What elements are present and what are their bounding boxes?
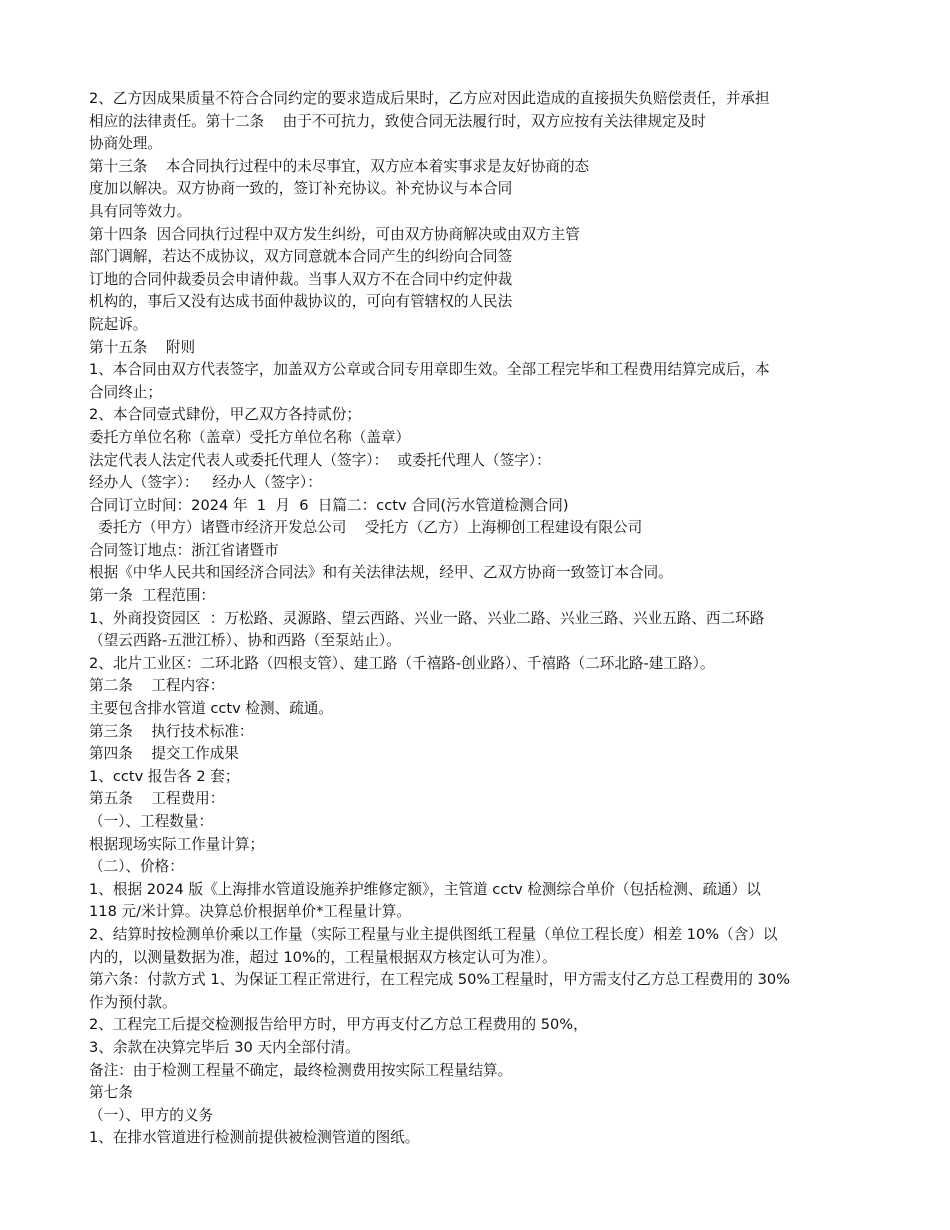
text-line: 作为预付款。	[89, 993, 177, 1011]
text-line: 合同签订地点：浙江省诸暨市	[89, 541, 279, 559]
text-line: 1、本合同由双方代表签字，加盖双方公章或合同专用章即生效。全部工程完毕和工程费用结算完成后，本	[89, 361, 770, 379]
text-line: 第十四条 因合同执行过程中双方发生纠纷，可由双方协商解决或由双方主管	[89, 225, 580, 243]
text-line: 院起诉。	[89, 315, 148, 333]
text-line: 经办人（签字）： 经办人（签字）：	[89, 474, 322, 492]
text-line: 法定代表人法定代表人或委托代理人（签字）： 或委托代理人（签字）：	[89, 451, 551, 469]
text-line: 2、乙方因成果质量不符合合同约定的要求造成后果时，乙方应对因此造成的直接损失负赔偿责任，并承担	[89, 90, 770, 107]
text-line: 2、北片工业区：二环北路（四根支管）、建工路（千禧路-创业路）、千禧路（二环北路-建工路）。	[89, 654, 715, 672]
text-line: 第三条 执行技术标准：	[89, 722, 254, 740]
text-line: 2、本合同壹式肆份，甲乙双方各持贰份；	[89, 406, 361, 424]
text-line: 第五条 工程费用：	[89, 790, 225, 808]
text-line: 合同终止；	[89, 383, 162, 401]
text-line: 内的，以测量数据为准，超过 10%的，工程量根据双方核定认可为准）。	[89, 948, 557, 966]
text-line: 1、cctv 报告各 2 套；	[89, 767, 240, 785]
text-line: 第十三条 本合同执行过程中的未尽事宜，双方应本着实事求是友好协商的态	[89, 157, 590, 175]
text-line: 订地的合同仲裁委员会申请仲裁。当事人双方不在合同中约定仲裁	[89, 270, 513, 288]
document-body	[89, 88, 859, 1150]
text-line: 委托方（甲方）诸暨市经济开发总公司 受托方（乙方）上海柳创工程建设有限公司	[89, 519, 643, 537]
text-line: 度加以解决。双方协商一致的，签订补充协议。补充协议与本合同	[89, 180, 513, 198]
text-line: 118 元/米计算。决算总价根据单价*工程量计算。	[89, 903, 411, 921]
text-line: 具有同等效力。	[89, 202, 192, 220]
text-line: 委托方单位名称（盖章）受托方单位名称（盖章）	[89, 428, 411, 446]
text-line: 根据现场实际工作量计算；	[89, 835, 265, 853]
text-line: 2、工程完工后提交检测报告给甲方时，甲方再支付乙方总工程费用的 50%，	[89, 1016, 588, 1034]
text-line: 第六条：付款方式 1、为保证工程正常进行，在工程完成 50%工程量时，甲方需支付乙方总工程费用的 30%	[89, 971, 791, 989]
text-line: 第七条	[89, 1084, 133, 1102]
text-line: （一）、甲方的义务	[89, 1106, 214, 1124]
text-line: 1、外商投资园区 ：万松路、灵源路、望云西路、兴业一路、兴业二路、兴业三路、兴业五路、西二环路	[89, 609, 765, 627]
text-line: （望云西路-五泄江桥）、协和西路（至泵站止）。	[89, 632, 401, 650]
text-line: 2、结算时按检测单价乘以工作量（实际工程量与业主提供图纸工程量（单位工程长度）相差 10%（含）以	[89, 925, 778, 943]
text-line: 协商处理。	[89, 135, 162, 153]
text-line: 第十五条 附则	[89, 338, 196, 356]
text-line: 根据《中华人民共和国经济合同法》和有关法律法规，经甲、乙双方协商一致签订本合同。	[89, 564, 673, 582]
text-line: 部门调解，若达不成协议，双方同意就本合同产生的纠纷向合同签	[89, 248, 513, 266]
text-line: 3、余款在决算完毕后 30 天内全部付清。	[89, 1038, 360, 1056]
text-line: 合同订立时间：2024 年 1 月 6 日篇二：cctv 合同(污水管道检测合同)	[89, 496, 569, 514]
text-line: 主要包含排水管道 cctv 检测、疏通。	[89, 700, 333, 718]
text-line: 相应的法律责任。第十二条 由于不可抗力，致使合同无法履行时，双方应按有关法律规定及时	[89, 112, 706, 130]
text-line: （一）、工程数量：	[89, 813, 214, 830]
text-line: 第二条 工程内容：	[89, 677, 225, 695]
text-line: 机构的，事后又没有达成书面仲裁协议的，可向有管辖权的人民法	[89, 293, 513, 311]
text-line: （二）、价格：	[89, 858, 184, 876]
text-line: 1、在排水管道进行检测前提供被检测管道的图纸。	[89, 1129, 420, 1147]
text-line: 1、根据 2024 版《上海排水管道设施养护维修定额》，主管道 cctv 检测综合单价（包括检测、疏通）以	[89, 880, 761, 898]
text-line: 第一条 工程范围：	[89, 587, 216, 605]
text-line: 备注：由于检测工程量不确定，最终检测费用按实际工程量结算。	[89, 1061, 513, 1079]
text-line: 第四条 提交工作成果	[89, 745, 239, 763]
